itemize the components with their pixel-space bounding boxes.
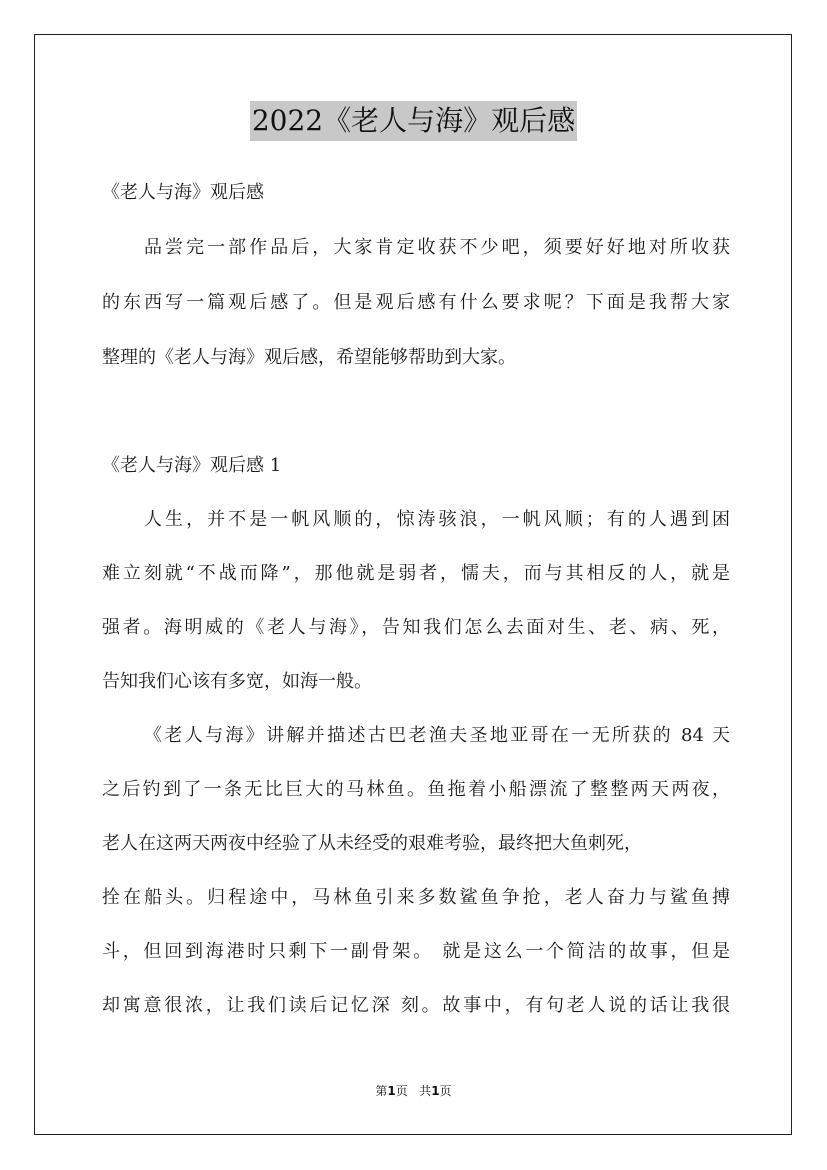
page-footer [0,1083,827,1099]
document-title: 2022《老人与海》观后感 [250,101,577,141]
paragraph-line: 人生，并不是一帆风顺的，惊涛骇浪，一帆风顺；有的人遇到困 [144,509,730,530]
intro-line: 的东西写一篇观后感了。但是观后感有什么要求呢？下面是我帮大家 [102,292,730,313]
paragraph-line: 《老人与海》讲解并描述古巴老渔夫圣地亚哥在一无所获的 84 天 [144,725,730,746]
paragraph-line: 拴在船头。归程途中，马林鱼引来多数鲨鱼争抢，老人奋力与鲨鱼搏 [102,887,730,908]
paragraph-line: 老人在这两天两夜中经验了从未经受的艰难考验，最终把大鱼刺死， [102,833,642,854]
total-unit: 页 [439,1084,452,1098]
paragraph-line: 斗，但回到海港时只剩下一副骨架。 就是这么一个简洁的故事，但是 [102,941,730,962]
paragraph-line: 告知我们心该有多宽，如海一般。 [102,671,372,692]
total-prefix: 共 [419,1084,432,1098]
total-pages: 1 [431,1084,440,1098]
page-number: 1 [387,1084,396,1098]
section-heading: 《老人与海》观后感 1 [102,455,282,476]
paragraph-line: 之后钓到了一条无比巨大的马林鱼。鱼拖着小船漂流了整整两天两夜， [102,779,730,800]
paragraph-line: 强者。海明威的《老人与海》，告知我们怎么去面对生、老、病、死， [102,617,730,638]
intro-line: 整理的《老人与海》观后感，希望能够帮助到大家。 [102,347,516,368]
page-prefix: 第 [375,1084,388,1098]
title-container [0,101,827,141]
paragraph-line: 难立刻就“不战而降”，那他就是弱者，懦夫，而与其相反的人，就是 [102,563,730,584]
intro-line: 品尝完一部作品后，大家肯定收获不少吧，须要好好地对所收获 [144,237,730,258]
subtitle: 《老人与海》观后感 [102,182,264,203]
paragraph-line: 却寓意很浓，让我们读后记忆深 刻。故事中，有句老人说的话让我很 [102,995,730,1016]
page-unit: 页 [395,1084,408,1098]
